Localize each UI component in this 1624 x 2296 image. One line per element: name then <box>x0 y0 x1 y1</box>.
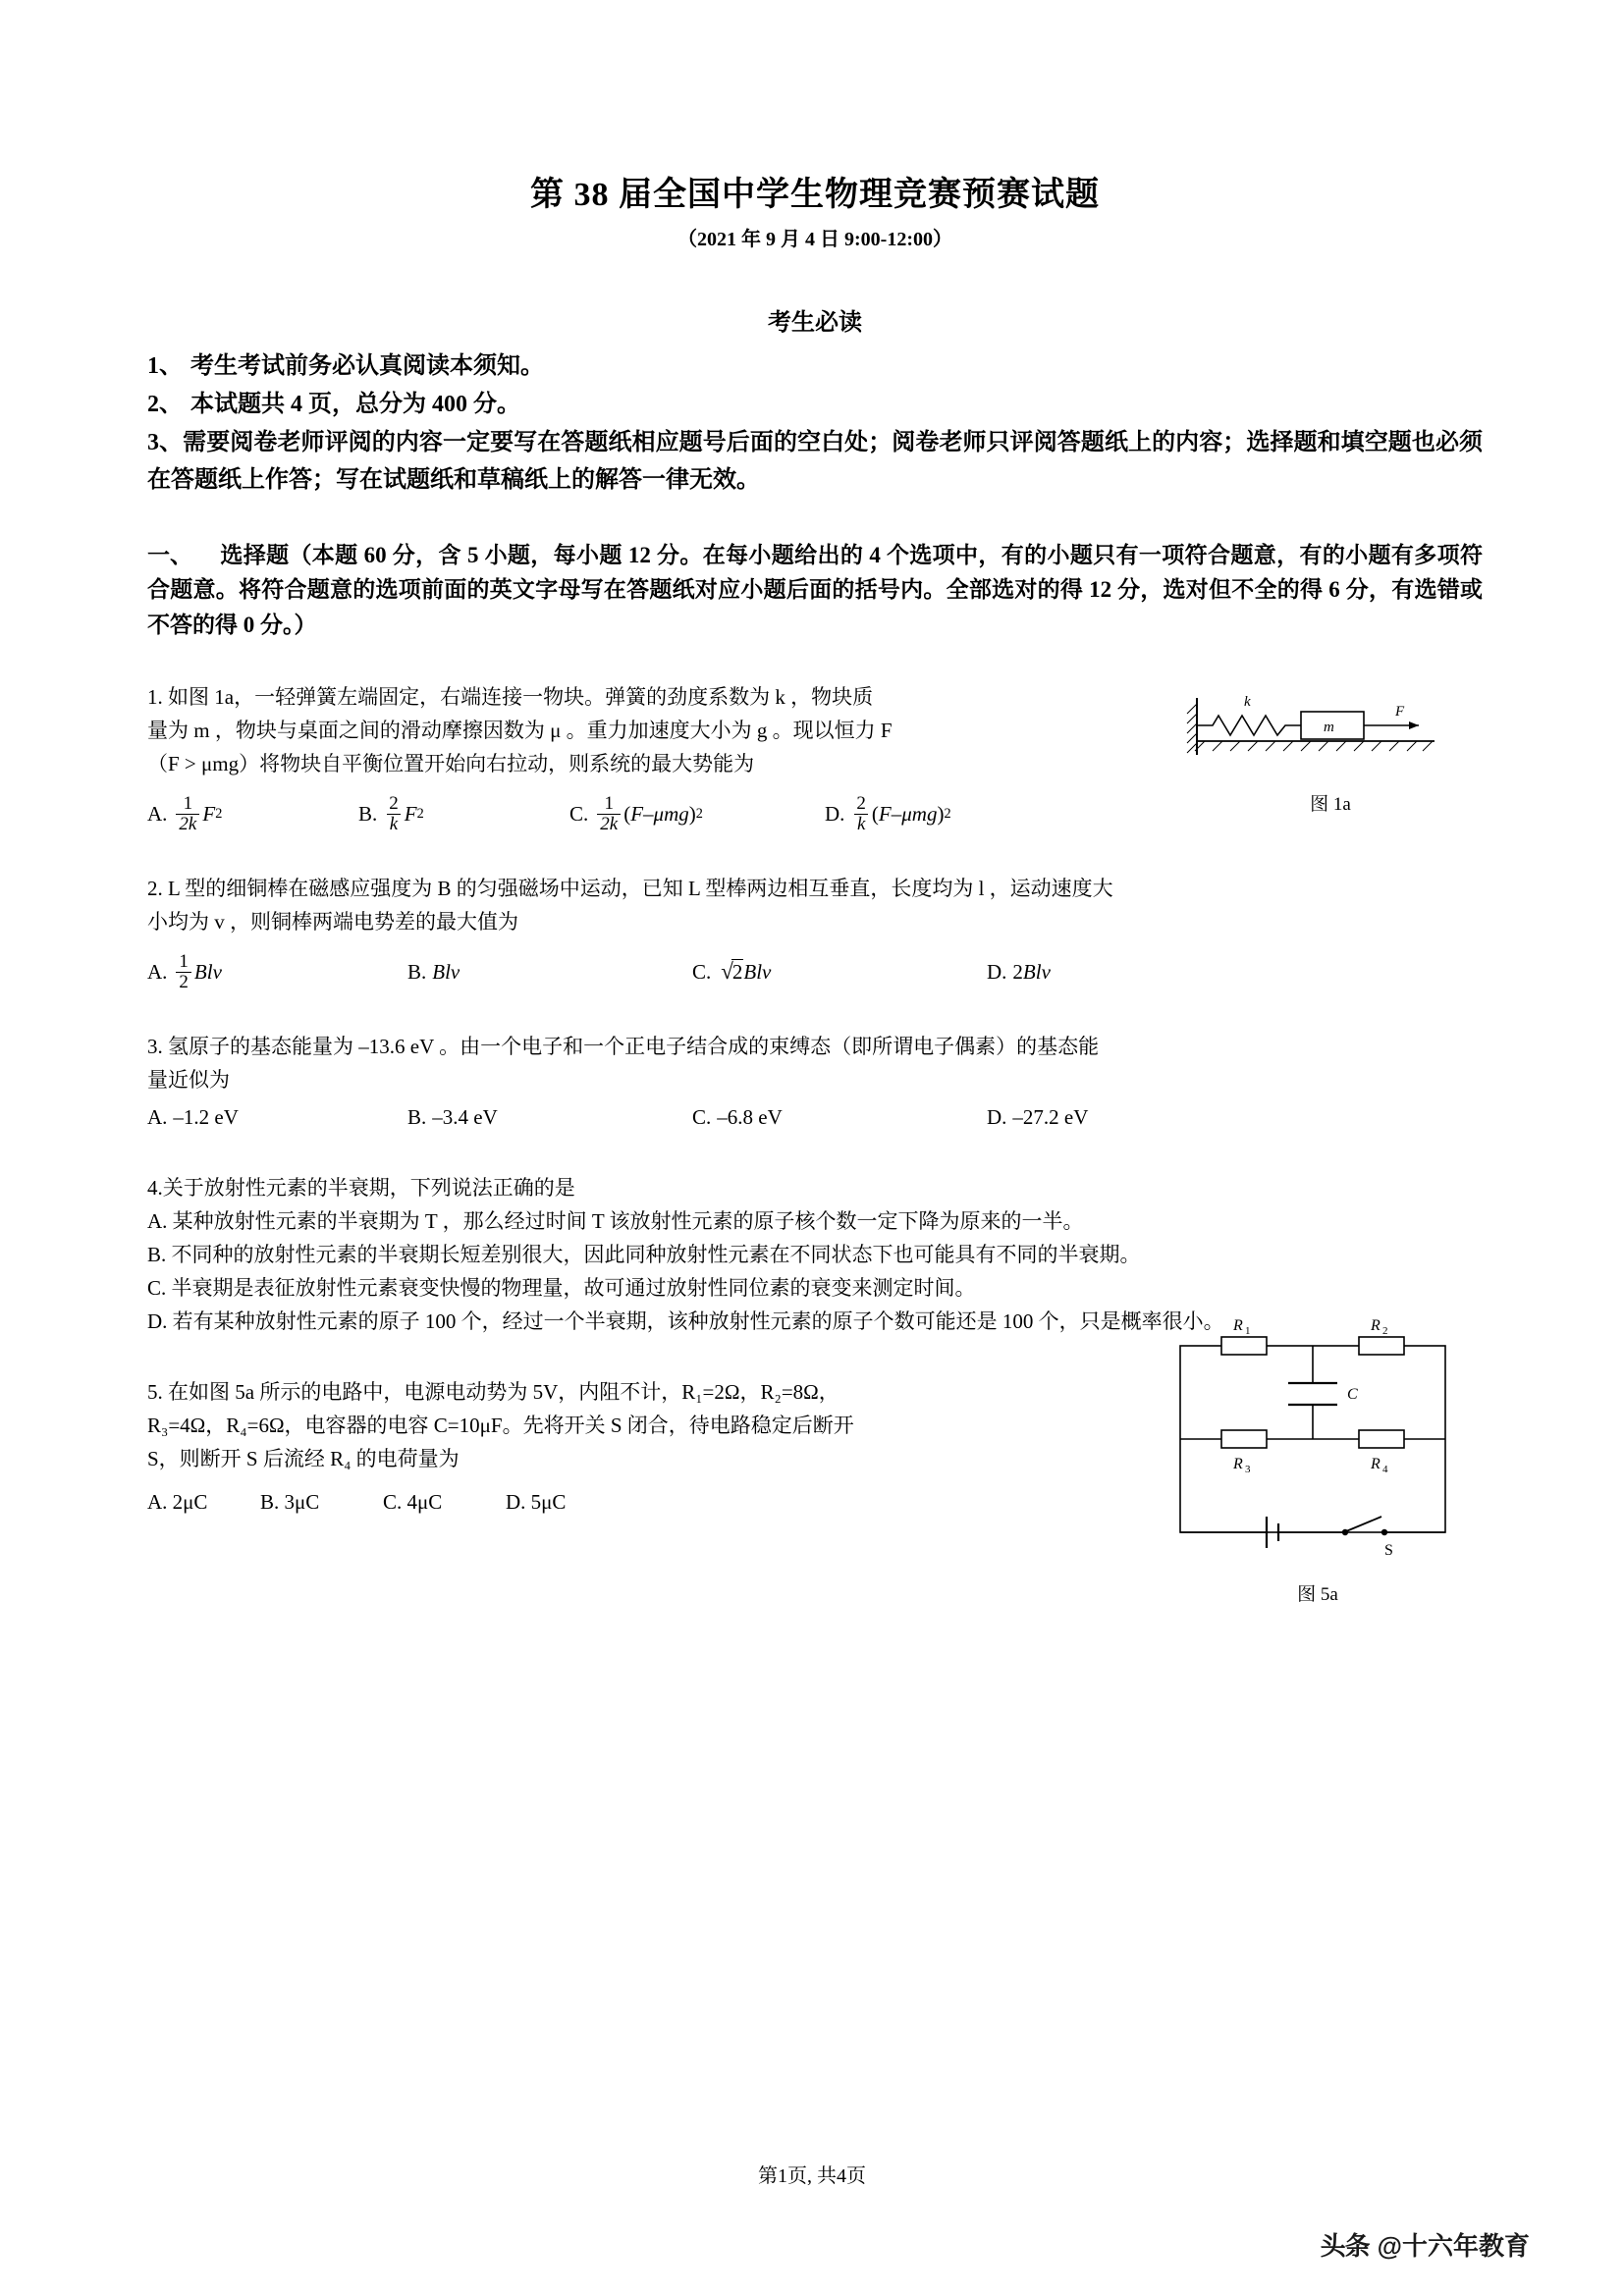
question-3-option-c-label: C. <box>692 1104 712 1129</box>
question-3 <box>147 1030 1483 1134</box>
question-1-option-a-label: A. <box>147 802 168 827</box>
question-2-option-b: B. Blv <box>407 952 692 992</box>
question-1-option-d: D. $\frac{2}{k}$ ( F – μmg ) 2 <box>825 792 951 834</box>
question-2-options <box>147 952 1483 992</box>
notice-item-1-text: 考生考试前务必认真阅读本须知。 <box>190 353 544 379</box>
question-5-option-a: A. 2μC <box>147 1489 208 1514</box>
question-5-option-c: C. 4μC <box>383 1489 443 1514</box>
svg-text:R: R <box>1371 1316 1380 1334</box>
question-1-option-b-fraction: $\frac{2}{k}$ <box>386 794 402 834</box>
figure-1a-caption: 图 1a <box>1310 793 1351 815</box>
question-1-option-d-fraction: $\frac{2}{k}$ <box>853 794 869 834</box>
notice-item-3-text: 需要阅卷老师评阅的内容一定要写在答题纸相应题号后面的空白处；阅卷老师只评阅答题纸上的内容；选择题和填空题也必须在答题纸上作答；写在试题纸和草稿纸上的解答一律无效。 <box>147 430 1484 493</box>
notice-item-2-text: 本试题共 4 页，总分为 400 分。 <box>190 392 520 418</box>
question-1-option-c-fraction: $\frac{1}{2k}$ <box>597 794 621 834</box>
page-footer: 第1页, 共4页 <box>758 2165 866 2187</box>
svg-text:1: 1 <box>1245 1324 1251 1337</box>
question-3-option-c-value: –6.8 eV <box>717 1104 783 1129</box>
question-5-option-b: B. 3μC <box>260 1489 320 1514</box>
figure-5a <box>1141 1316 1494 1611</box>
question-3-option-d-label: D. <box>987 1104 1007 1129</box>
watermark-text: @十六年教育 <box>1377 2231 1530 2261</box>
question-4-choice-a: A. 某种放射性元素的半衰期为 T ，那么经过时间 T 该放射性元素的原子核个数一定下降为原来的一半。 <box>147 1208 1084 1233</box>
watermark-logo: 头条 <box>1320 2231 1370 2261</box>
document-content <box>147 167 1484 1605</box>
svg-text:F: F <box>1395 703 1405 720</box>
svg-text:2: 2 <box>1382 1324 1388 1337</box>
svg-text:k: k <box>1244 693 1251 710</box>
question-1-option-c: C. $\frac{1}{2k}$ ( F – μmg ) 2 <box>569 792 703 834</box>
question-5-option-d: D. 5μC <box>506 1489 567 1514</box>
question-2-line-2: 小均为 v ，则铜棒两端电势差的最大值为 <box>147 909 518 934</box>
notice-heading: 考生必读 <box>768 310 862 336</box>
page-subtitle: （2021 年 9 月 4 日 9:00-12:00） <box>677 229 952 250</box>
question-2-option-a-label: A. <box>147 960 168 985</box>
section-one-text: 选择题（本题 60 分，含 5 小题，每小题 12 分。在每小题给出的 4 个选项中，有的小题只有一项符合题意，有的小题有多项符合题意。将符合题意的选项前面的英文字母写在答题纸对应小题后面的括号内。全部选对的得 12 分，选对但不全的得 6 分，有选错或不答的得 0 分。） <box>147 542 1483 638</box>
question-3-option-a <box>147 1100 407 1134</box>
notice-item-2-number: 2、 <box>147 392 183 418</box>
question-4-choice-c: C. 半衰期是表征放射性元素衰变快慢的物理量，故可通过放射性同位素的衰变来测定时间。 <box>147 1275 976 1300</box>
question-3-options <box>147 1100 1483 1134</box>
question-2 <box>147 872 1483 992</box>
svg-text:S: S <box>1384 1541 1393 1559</box>
svg-text:m: m <box>1324 719 1334 735</box>
svg-text:R: R <box>1233 1455 1243 1472</box>
notice-item-3-number: 3、 <box>147 430 184 456</box>
question-2-option-c-label: C. <box>692 960 712 985</box>
svg-text:R: R <box>1371 1455 1380 1472</box>
question-5-line-3: S，则断开 S 后流经 R₄ 的电荷量为 <box>147 1446 460 1470</box>
svg-text:3: 3 <box>1245 1463 1251 1475</box>
question-2-option-a-fraction: $\frac{1}{2}$ <box>176 952 191 992</box>
question-2-option-a: A. $\frac{1}{2}$ Blv <box>147 950 222 992</box>
svg-text:4: 4 <box>1382 1463 1388 1475</box>
question-4-choice-d: D. 若有某种放射性元素的原子 100 个，经过一个半衰期，该种放射性元素的原子个数可能还是 100 个，只是概率很小。 <box>147 1308 1224 1333</box>
question-3-line-2: 量近似为 <box>147 1067 230 1092</box>
section-one <box>147 538 1483 643</box>
question-2-option-c-sqrt: √2 <box>721 959 743 985</box>
figure-5a-caption: 图 5a <box>1297 1583 1338 1605</box>
question-2-option-d: D. 2 Blv <box>987 952 1051 992</box>
watermark <box>1321 2226 1530 2263</box>
question-3-option-b <box>407 1100 692 1134</box>
notice-item-2 <box>147 387 1483 423</box>
figure-1a <box>1168 682 1492 821</box>
figure-5a-diagram <box>1151 1316 1485 1567</box>
question-3-option-b-value: –3.4 eV <box>432 1104 498 1129</box>
question-1-option-d-label: D. <box>825 802 845 827</box>
question-1-option-c-label: C. <box>569 802 589 827</box>
question-5-line-1: 5. 在如图 5a 所示的电路中，电源电动势为 5V，内阻不计，R₁=2Ω，R₂=8Ω， <box>147 1379 839 1404</box>
question-2-option-b-label: B. <box>407 960 427 985</box>
svg-text:R: R <box>1233 1316 1243 1334</box>
question-3-option-a-label: A. <box>147 1104 168 1129</box>
section-one-lead: 一、 <box>147 542 192 567</box>
question-3-option-c <box>692 1100 987 1134</box>
page-title: 第 38 届全国中学生物理竞赛预赛试题 <box>530 177 1100 213</box>
question-3-option-a-value: –1.2 eV <box>173 1104 239 1129</box>
question-4-choice-b: B. 不同种的放射性元素的半衰期长短差别很大，因此同种放射性元素在不同状态下也可能具有不同的半衰期。 <box>147 1242 1141 1266</box>
question-3-option-b-label: B. <box>407 1104 427 1129</box>
question-1-option-b: B. $\frac{2}{k}$ F 2 <box>358 792 424 834</box>
question-5-line-2: R₃=4Ω，R₄=6Ω，电容器的电容 C=10μF。先将开关 S 闭合，待电路稳定后断开 <box>147 1413 854 1437</box>
question-1-option-a: A. $\frac{1}{2k}$ F 2 <box>147 792 223 834</box>
notice-item-3 <box>147 425 1483 498</box>
question-1-option-b-label: B. <box>358 802 378 827</box>
question-2-option-c: C. √2 Blv <box>692 952 987 992</box>
question-2-line-1: 2. L 型的细铜棒在磁感应强度为 B 的匀强磁场中运动，已知 L 型棒两边相互垂直，长度均为 l ，运动速度大 <box>147 876 1113 900</box>
question-1-line-3: （F > μmg）将物块自平衡位置开始向右拉动，则系统的最大势能为 <box>147 751 755 775</box>
question-2-option-d-label: D. <box>987 960 1007 985</box>
question-3-line-1: 3. 氢原子的基态能量为 –13.6 eV 。由一个电子和一个正电子结合成的束缚态（即所谓电子偶素）的基态能 <box>147 1034 1100 1058</box>
question-3-option-d <box>987 1100 1088 1134</box>
notice-item-1 <box>147 348 1483 385</box>
question-1 <box>147 680 1483 834</box>
svg-text:C: C <box>1347 1385 1358 1403</box>
question-1-line-1: 1. 如图 1a，一轻弹簧左端固定，右端连接一物块。弹簧的劲度系数为 k ，物块质 <box>147 684 874 709</box>
question-4-stem: 4.关于放射性元素的半衰期，下列说法正确的是 <box>147 1175 575 1200</box>
notice-item-1-number: 1、 <box>147 353 183 379</box>
question-4 <box>147 1171 1483 1338</box>
question-1-option-a-fraction: $\frac{1}{2k}$ <box>176 794 199 834</box>
figure-1a-diagram <box>1183 682 1478 776</box>
question-3-option-d-value: –27.2 eV <box>1012 1104 1089 1129</box>
question-1-line-2: 量为 m ，物块与桌面之间的滑动摩擦因数为 μ 。重力加速度大小为 g 。现以恒力 F <box>147 718 893 742</box>
